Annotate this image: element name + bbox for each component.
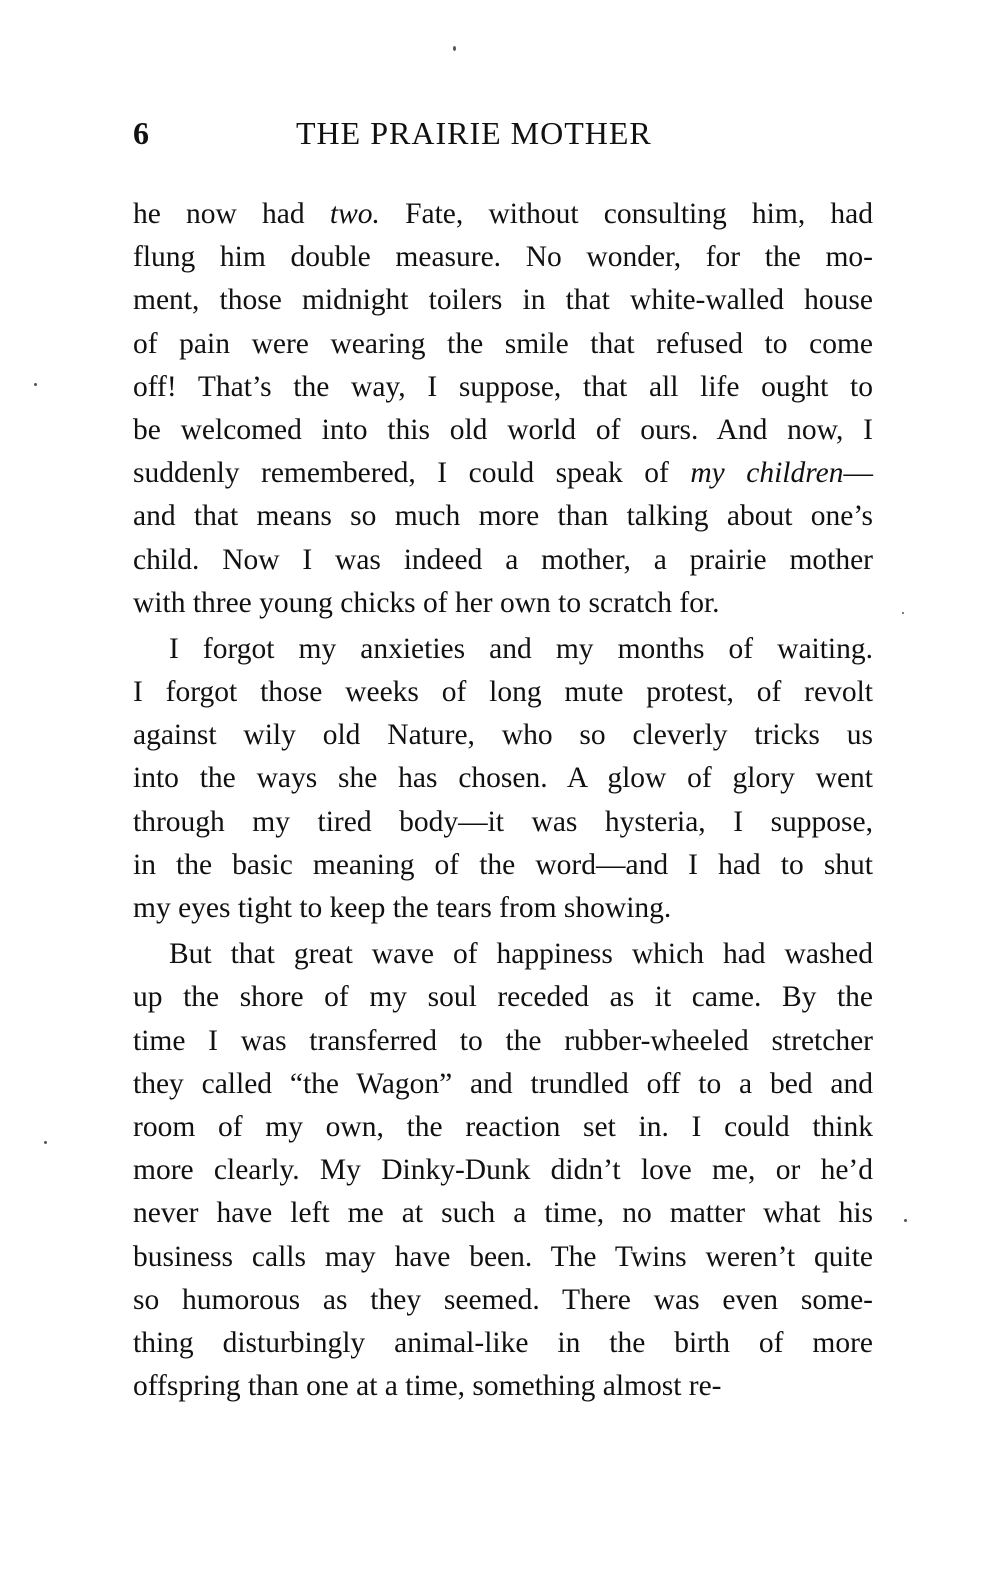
text-run: I forgot those weeks of long mute protest, of revolt — [133, 676, 873, 709]
text-line — [133, 279, 873, 322]
text-run: so humorous as they seemed. There was even some- — [133, 1283, 873, 1316]
body-text — [133, 193, 873, 1408]
text-line — [133, 801, 873, 844]
text-run: business calls may have been. The Twins weren’t quite — [133, 1240, 873, 1273]
text-run: with three young chicks of her own to scratch for. — [133, 586, 720, 619]
text-run: off! That’s the way, I suppose, that all life ought to — [133, 370, 873, 403]
text-line — [133, 933, 873, 976]
text-run: suddenly remembered, I could speak of — [133, 457, 691, 490]
text-line — [133, 236, 873, 279]
text-line — [133, 1149, 873, 1192]
text-run: Fate, without consulting him, had — [379, 198, 873, 230]
text-line — [133, 1106, 873, 1149]
text-run: offspring than one at a time, something almost re- — [133, 1370, 722, 1403]
scan-speck — [453, 46, 456, 51]
text-run: be welcomed into this old world of ours. And now, I — [133, 413, 873, 446]
text-line — [133, 539, 873, 582]
italic-text: two. — [329, 198, 380, 230]
text-line — [133, 1063, 873, 1106]
text-line — [133, 887, 873, 930]
text-run: room of my own, the reaction set in. I could think — [133, 1110, 873, 1143]
text-line — [133, 452, 873, 495]
text-run: up the shore of my soul receded as it came. By the — [133, 981, 873, 1014]
italic-text: my children — [690, 457, 844, 490]
scan-speck — [904, 1219, 907, 1222]
text-line — [133, 671, 873, 714]
text-run: against wily old Nature, who so cleverly tricks us — [133, 719, 873, 752]
text-line — [133, 193, 873, 236]
text-run: my eyes tight to keep the tears from showing. — [133, 892, 672, 924]
text-line — [133, 714, 873, 757]
text-line — [133, 1322, 873, 1365]
text-line — [133, 409, 873, 452]
running-title: THE PRAIRIE MOTHER — [296, 115, 652, 151]
text-line — [133, 582, 873, 625]
text-run: and that means so much more than talking about one’s — [133, 500, 873, 533]
text-run: child. Now I was indeed a mother, a prairie mother — [133, 543, 873, 576]
scan-speck — [44, 1141, 47, 1144]
text-run: through my tired body—it was hysteria, I suppose, — [133, 805, 873, 838]
text-line — [133, 844, 873, 887]
text-run: thing disturbingly animal-like in the birth of more — [133, 1326, 873, 1359]
text-run: — — [843, 457, 873, 490]
text-run: flung him double measure. No wonder, for the mo- — [133, 241, 873, 274]
text-line — [133, 495, 873, 538]
text-run: more clearly. My Dinky-Dunk didn’t love me, or he’d — [133, 1154, 873, 1187]
text-run: they called “the Wagon” and trundled off to a bed and — [133, 1067, 873, 1100]
text-run: I forgot my anxieties and my months of waiting. — [169, 632, 873, 665]
page-header — [133, 115, 873, 163]
text-run: But that great wave of happiness which had washed — [169, 938, 873, 971]
scan-speck — [902, 612, 904, 614]
text-run: time I was transferred to the rubber-wheeled stretcher — [133, 1024, 873, 1057]
page-number: 6 — [133, 115, 150, 151]
text-run: he now had — [133, 198, 330, 230]
text-line — [133, 1279, 873, 1322]
text-line — [133, 1365, 873, 1408]
text-run: never have left me at such a time, no matter what his — [133, 1197, 873, 1230]
text-line — [133, 366, 873, 409]
text-run: in the basic meaning of the word—and I had to shut — [133, 848, 873, 881]
text-line — [133, 757, 873, 800]
text-run: ment, those midnight toilers in that white-walled house — [133, 284, 873, 317]
text-line — [133, 323, 873, 366]
text-line — [133, 1192, 873, 1235]
text-line — [133, 1236, 873, 1279]
text-line — [133, 628, 873, 671]
text-run: into the ways she has chosen. A glow of glory went — [133, 762, 873, 795]
text-line — [133, 976, 873, 1019]
text-run: of pain were wearing the smile that refused to come — [133, 327, 873, 360]
scan-speck — [34, 383, 37, 386]
text-line — [133, 1020, 873, 1063]
